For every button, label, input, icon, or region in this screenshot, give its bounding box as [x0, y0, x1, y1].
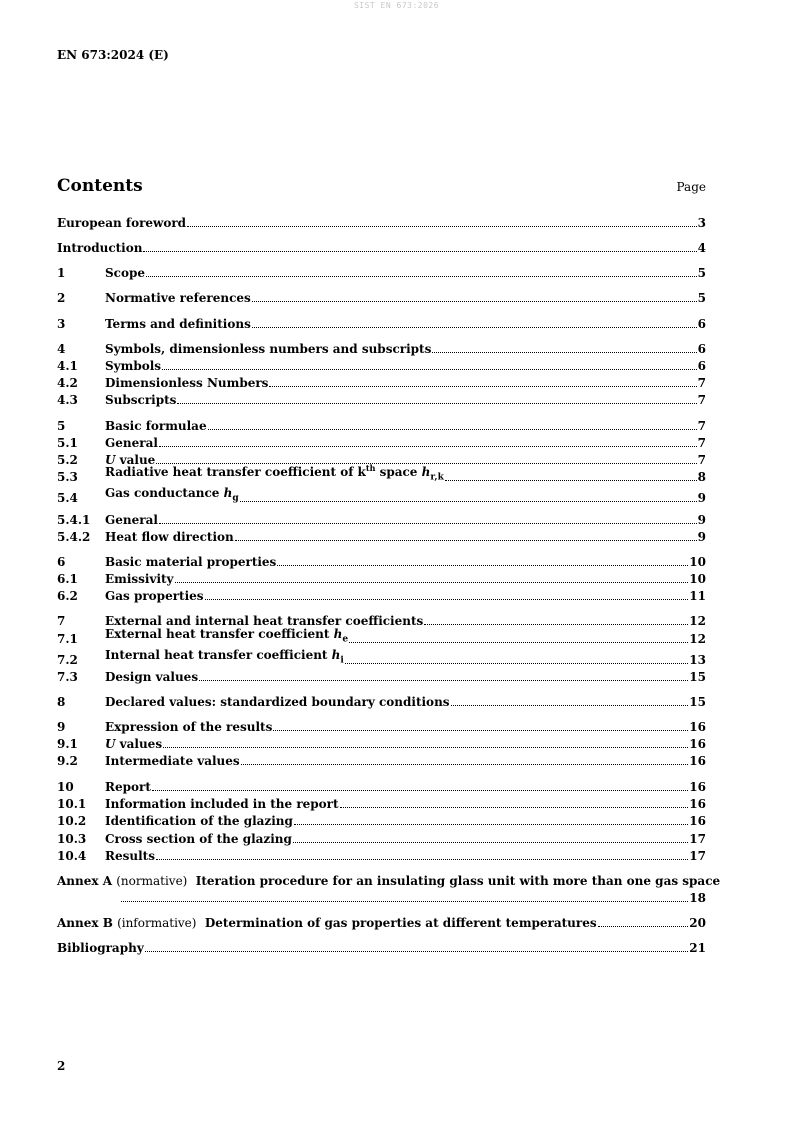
watermark: SIST EN 673:2026	[353, 1, 440, 10]
symbol-h	[223, 485, 239, 503]
toc-entry-introduction[interactable]	[57, 241, 706, 256]
dot-leader	[293, 842, 688, 843]
toc-number: 7.2	[57, 653, 78, 667]
toc-title: Gas properties	[105, 589, 204, 603]
toc-page: 18	[689, 891, 706, 905]
toc-number: 8	[57, 695, 66, 709]
symbol-subscript: r,k	[430, 472, 444, 482]
dot-leader	[177, 403, 696, 404]
toc-title: Bibliography	[57, 941, 144, 955]
toc-number: 5.3	[57, 470, 78, 484]
toc-page: 9	[697, 513, 706, 527]
toc-number: 3	[57, 317, 66, 331]
toc-number: 10	[57, 780, 74, 794]
toc-number: 5	[57, 419, 66, 433]
toc-title-text: External heat transfer coefficient	[105, 626, 334, 641]
toc-page: 11	[689, 589, 706, 603]
toc-title-text: Radiative heat transfer coefficient of k	[105, 464, 366, 479]
toc-page: 17	[689, 849, 706, 863]
toc-number: 6	[57, 555, 66, 569]
toc-page: 16	[689, 780, 706, 794]
contents-title: Contents	[57, 176, 143, 196]
toc-number: 6.1	[57, 572, 78, 586]
page-number: 2	[57, 1059, 66, 1073]
toc-entry-5-4[interactable]	[57, 485, 706, 506]
symbol-h	[421, 464, 444, 482]
toc-entry-7-2[interactable]	[57, 647, 706, 668]
annex-title: Iteration procedure for an insulating glass unit with more than one gas space	[195, 874, 721, 888]
toc-title	[105, 486, 239, 506]
toc-number: 10.2	[57, 814, 87, 828]
dot-leader	[235, 540, 697, 541]
symbol-subscript: i	[340, 655, 344, 665]
toc-title: Expression of the results	[105, 720, 273, 734]
toc-title: Basic material properties	[105, 555, 277, 569]
toc-title: General	[105, 436, 158, 450]
toc-number: 1	[57, 266, 66, 280]
toc-title	[57, 874, 720, 889]
toc-entry-7-3[interactable]	[57, 670, 706, 685]
toc-number: 5.1	[57, 436, 78, 450]
toc-page: 15	[689, 670, 706, 684]
dot-leader	[187, 226, 697, 227]
toc-entry-6[interactable]	[57, 555, 706, 570]
toc-entry-10-1[interactable]	[57, 797, 706, 812]
toc-entry-10-3[interactable]	[57, 832, 706, 847]
toc-title: Report	[105, 780, 151, 794]
toc-title: Scope	[105, 266, 146, 280]
toc-page: 9	[697, 491, 706, 505]
toc-page: 21	[689, 941, 706, 955]
toc-entry-5-4-1[interactable]	[57, 513, 706, 528]
toc-page: 7	[697, 436, 706, 450]
toc-entry-4-3[interactable]	[57, 393, 706, 408]
toc-title: Intermediate values	[105, 754, 240, 768]
toc-entry-6-1[interactable]	[57, 572, 706, 587]
toc-title-text: Internal heat transfer coefficient	[105, 647, 332, 662]
toc-page: 6	[697, 359, 706, 373]
toc-number: 5.4.1	[57, 513, 91, 527]
toc-title: Terms and definitions	[105, 317, 251, 331]
toc-entry-10[interactable]	[57, 780, 706, 795]
dot-leader	[143, 251, 696, 252]
dot-leader	[598, 926, 689, 927]
toc-title: European foreword	[57, 216, 187, 230]
toc-title: External and internal heat transfer coefficients	[105, 614, 424, 628]
toc-number: 5.4.2	[57, 530, 91, 544]
toc-number: 9.2	[57, 754, 78, 768]
toc-entry-3[interactable]	[57, 317, 706, 332]
dot-leader	[340, 807, 689, 808]
toc-title	[105, 737, 162, 752]
superscript: th	[365, 462, 376, 473]
toc-page: 17	[689, 832, 706, 846]
toc-number: 7.1	[57, 632, 78, 646]
toc-entry-9-1[interactable]	[57, 737, 706, 752]
toc-number: 4.3	[57, 393, 78, 407]
symbol-h	[331, 647, 344, 665]
toc-number: 9	[57, 720, 66, 734]
symbol-subscript: e	[342, 634, 349, 644]
toc-entry-4-2[interactable]	[57, 376, 706, 391]
toc-page: 20	[689, 916, 706, 930]
toc-entry-5[interactable]	[57, 419, 706, 434]
toc-title-tail: space	[375, 464, 422, 479]
toc-page: 10	[689, 555, 706, 569]
toc-number: 5.2	[57, 453, 78, 467]
dot-leader	[349, 642, 688, 643]
toc-number: 7.3	[57, 670, 78, 684]
toc-title: Information included in the report	[105, 797, 339, 811]
dot-leader	[252, 301, 697, 302]
symbol-h-letter: h	[223, 485, 233, 500]
toc-title-text: values	[115, 737, 163, 751]
toc-entry-9[interactable]	[57, 720, 706, 735]
toc-page: 7	[697, 376, 706, 390]
toc-number: 6.2	[57, 589, 78, 603]
toc-title: Emissivity	[105, 572, 174, 586]
dot-leader	[152, 790, 688, 791]
toc-number: 10.4	[57, 849, 87, 863]
page-column-label: Page	[676, 180, 706, 194]
toc-title: Normative references	[105, 291, 251, 305]
toc-entry-5-1[interactable]	[57, 436, 706, 451]
toc-title: Heat flow direction	[105, 530, 234, 544]
toc-title	[57, 916, 597, 931]
dot-leader	[205, 599, 689, 600]
dot-leader	[294, 824, 688, 825]
toc-number: 4.1	[57, 359, 78, 373]
toc-entry-bibliography[interactable]	[57, 941, 706, 956]
toc-page: 4	[697, 241, 706, 255]
toc-entry-5-3[interactable]	[57, 462, 706, 485]
toc-title: Declared values: standardized boundary conditions	[105, 695, 450, 709]
symbol-u: U	[105, 453, 116, 467]
toc-title-text: value	[115, 453, 156, 467]
toc-page: 15	[689, 695, 706, 709]
toc-title-text: Gas conductance	[105, 485, 224, 500]
toc-entry-4-1[interactable]	[57, 359, 706, 374]
toc-entry-7-1[interactable]	[57, 626, 706, 647]
symbol-h	[333, 626, 349, 644]
toc-number: 4.2	[57, 376, 78, 390]
toc-title: Subscripts	[105, 393, 177, 407]
toc-title: Symbols, dimensionless numbers and subscripts	[105, 342, 432, 356]
contents-header	[57, 172, 706, 200]
toc-title: Dimensionless Numbers	[105, 376, 269, 390]
toc-page: 12	[689, 614, 706, 628]
toc-title: Identification of the glazing	[105, 814, 293, 828]
toc-page: 16	[689, 814, 706, 828]
dot-leader	[432, 352, 696, 353]
dot-leader	[159, 523, 697, 524]
toc-title: General	[105, 513, 158, 527]
toc-title	[105, 461, 444, 485]
toc-page: 9	[697, 530, 706, 544]
annex-label: Annex B	[57, 916, 113, 930]
dot-leader	[199, 680, 688, 681]
dot-leader	[252, 327, 697, 328]
toc-entry-foreword[interactable]	[57, 216, 706, 231]
toc-page: 7	[697, 419, 706, 433]
dot-leader	[163, 747, 688, 748]
dot-leader	[445, 480, 697, 481]
toc-title: Cross section of the glazing	[105, 832, 292, 846]
dot-leader	[208, 429, 697, 430]
toc-entry-annex-a-continued	[57, 891, 706, 906]
toc-entry-1[interactable]	[57, 266, 706, 281]
toc-entry-10-4[interactable]	[57, 849, 706, 864]
document-id: EN 673:2024 (E)	[57, 48, 169, 62]
dot-leader	[121, 901, 688, 902]
dot-leader	[146, 276, 697, 277]
toc-entry-5-4-2[interactable]	[57, 530, 706, 545]
toc-page: 16	[689, 737, 706, 751]
toc-entry-4[interactable]	[57, 342, 706, 357]
toc-entry-annex-a[interactable]	[57, 874, 721, 889]
toc-page: 13	[689, 653, 706, 667]
toc-title	[105, 648, 344, 668]
toc-entry-10-2[interactable]	[57, 814, 706, 829]
toc-page: 8	[697, 470, 706, 484]
toc-page: 7	[697, 453, 706, 467]
toc-page: 6	[697, 317, 706, 331]
toc-title	[105, 627, 348, 647]
annex-kind: (informative)	[117, 916, 197, 930]
toc-page: 16	[689, 754, 706, 768]
dot-leader	[241, 764, 689, 765]
dot-leader	[424, 624, 688, 625]
annex-kind: (normative)	[116, 874, 188, 888]
dot-leader	[159, 446, 697, 447]
toc-page: 7	[697, 393, 706, 407]
toc-page: 5	[697, 266, 706, 280]
symbol-h-letter: h	[333, 626, 343, 641]
toc-entry-6-2[interactable]	[57, 589, 706, 604]
toc-number: 9.1	[57, 737, 78, 751]
toc-number: 4	[57, 342, 66, 356]
dot-leader	[277, 565, 688, 566]
symbol-u: U	[105, 737, 116, 751]
toc-entry-8[interactable]	[57, 695, 706, 710]
toc-number: 10.3	[57, 832, 87, 846]
toc-entry-9-2[interactable]	[57, 754, 706, 769]
symbol-h-letter: h	[421, 464, 431, 479]
dot-leader	[451, 705, 689, 706]
toc-entry-annex-b[interactable]	[57, 916, 706, 931]
annex-title: Determination of gas properties at different temperatures	[204, 916, 597, 930]
toc-title: Symbols	[105, 359, 162, 373]
dot-leader	[269, 386, 696, 387]
dot-leader	[240, 501, 697, 502]
toc-number: 7	[57, 614, 66, 628]
dot-leader	[273, 730, 688, 731]
toc-page: 16	[689, 797, 706, 811]
toc-title: Introduction	[57, 241, 143, 255]
symbol-subscript: g	[232, 493, 239, 503]
dot-leader	[345, 663, 688, 664]
dot-leader	[145, 951, 689, 952]
toc-page: 16	[689, 720, 706, 734]
toc-title: Design values	[105, 670, 199, 684]
toc-entry-2[interactable]	[57, 291, 706, 306]
toc-number: 2	[57, 291, 66, 305]
toc-number: 5.4	[57, 491, 78, 505]
symbol-h-letter: h	[331, 647, 341, 662]
toc-title: Basic formulae	[105, 419, 207, 433]
toc-page: 12	[689, 632, 706, 646]
toc-title: Results	[105, 849, 155, 863]
dot-leader	[175, 582, 689, 583]
toc-page: 3	[697, 216, 706, 230]
dot-leader	[162, 369, 697, 370]
toc-page: 10	[689, 572, 706, 586]
dot-leader	[156, 859, 688, 860]
toc-number: 10.1	[57, 797, 87, 811]
toc-page: 6	[697, 342, 706, 356]
toc-page: 5	[697, 291, 706, 305]
annex-label: Annex A	[57, 874, 113, 888]
